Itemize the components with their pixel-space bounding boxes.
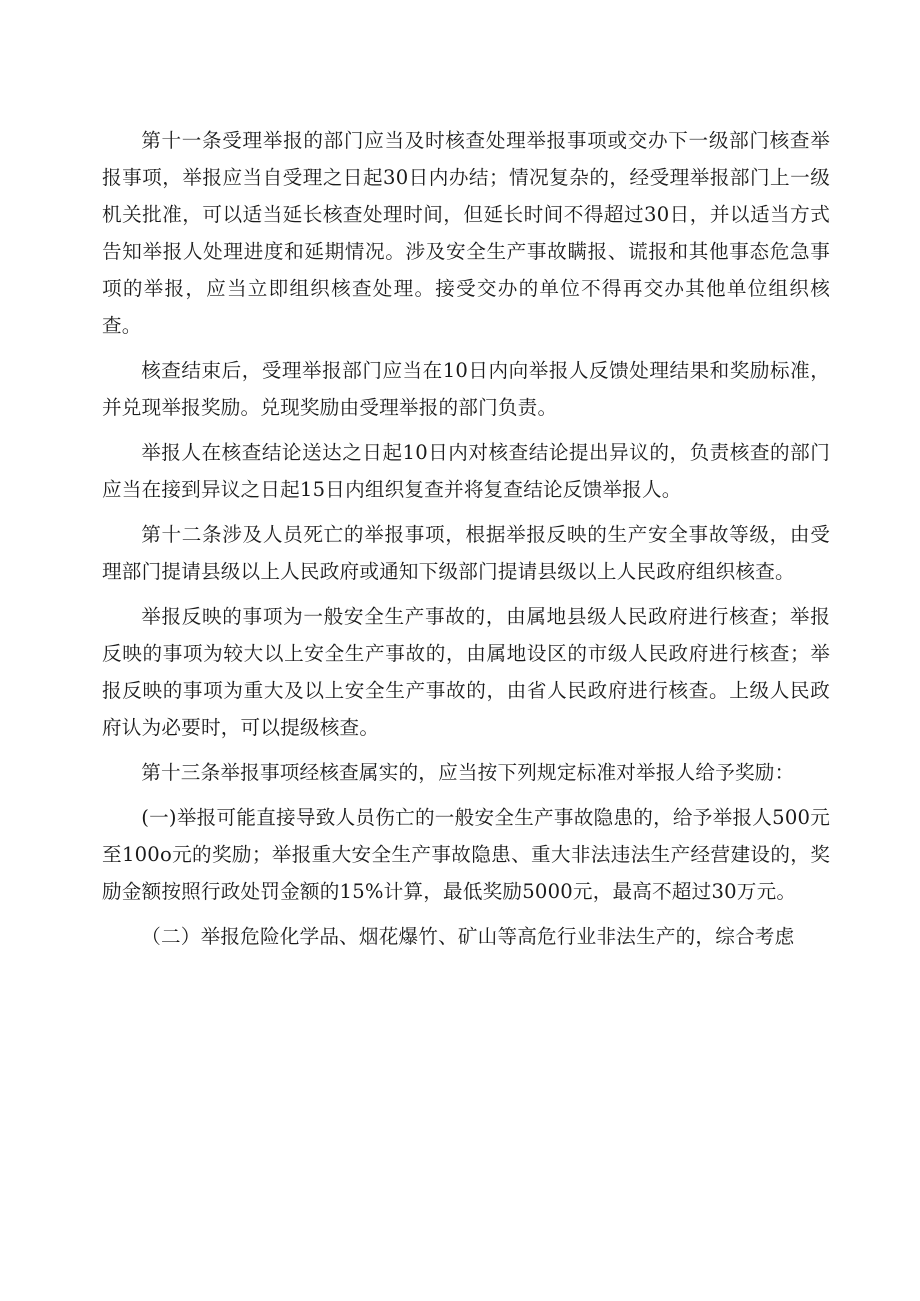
paragraph-objection: 举报人在核查结论送达之日起10日内对核查结论提出异议的，负责核查的部门应当在接到异议之日起15日内组织复查并将复查结论反馈举报人。 [102, 441, 830, 501]
document-page [102, 122, 830, 955]
paragraph-article-13: 第十三条举报事项经核查属实的，应当按下列规定标准对举报人给予奖励： [141, 761, 795, 784]
paragraph-article-11: 第十一条受理举报的部门应当及时核查处理举报事项或交办下一级部门核查举报事项，举报应当自受理之日起30日内办结；情况复杂的，经受理举报部门上一级机关批准，可以适当延长核查处理时间，但延长时间不得超过30日，并以适当方式告知举报人处理进度和延期情况。涉及安全生产事故瞒报、谎报和其他事态危急事项的举报，应当立即组织核查处理。接受交办的单位不得再交办其他单位组织核查。 [102, 129, 830, 337]
paragraph-item-2: （二）举报危险化学品、烟花爆竹、矿山等高危行业非法生产的，综合考虑 [141, 925, 795, 948]
paragraph-feedback: 核查结束后，受理举报部门应当在10日内向举报人反馈处理结果和奖励标准，并兑现举报奖励。兑现奖励由受理举报的部门负责。 [102, 359, 830, 419]
paragraph-accident-levels: 举报反映的事项为一般安全生产事故的，由属地县级人民政府进行核查；举报反映的事项为较大以上安全生产事故的，由属地设区的市级人民政府进行核查；举报反映的事项为重大及以上安全生产事故的，由省人民政府进行核查。上级人民政府认为必要时，可以提级核查。 [102, 605, 830, 739]
paragraph-item-1: (一)举报可能直接导致人员伤亡的一般安全生产事故隐患的，给予举报人500元至100o元的奖励；举报重大安全生产事故隐患、重大非法违法生产经营建设的，奖励金额按照行政处罚金额的15%计算，最低奖励5000元，最高不超过30万元。 [102, 806, 830, 903]
paragraph-article-12: 第十二条涉及人员死亡的举报事项，根据举报反映的生产安全事故等级，由受理部门提请县级以上人民政府或通知下级部门提请县级以上人民政府组织核查。 [102, 523, 830, 583]
